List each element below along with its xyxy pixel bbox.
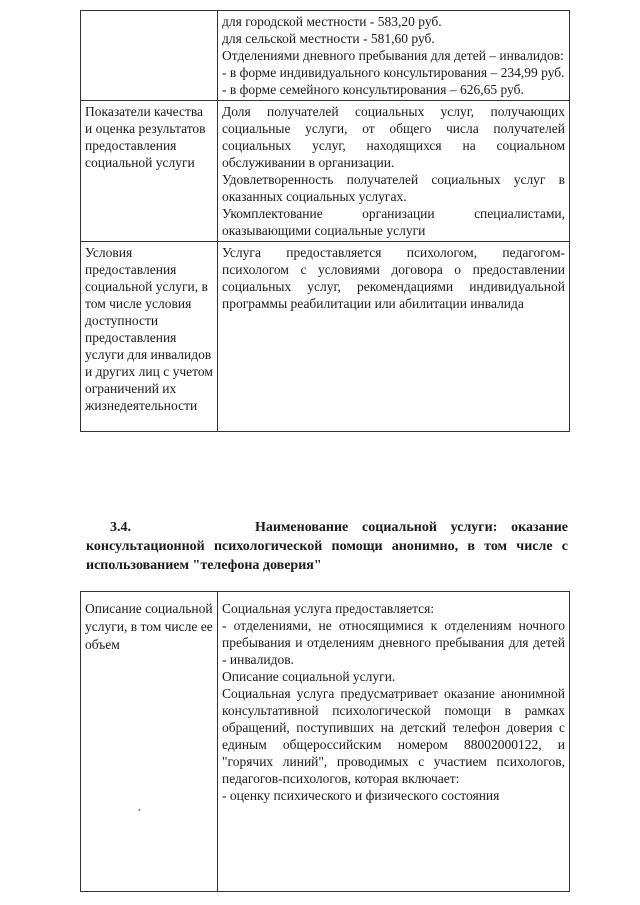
conditions-label: Условия предоставления социальной услуги, в том числе условия доступности предоставления услуги для инвалидов и других лиц с учетом ограничений их жизнедеятельности bbox=[81, 242, 218, 432]
service-description-table bbox=[80, 591, 570, 892]
description-heading: Описание социальной услуги. bbox=[222, 669, 396, 684]
table-row bbox=[81, 592, 570, 892]
indicator-staffing: Укомплектование организации специалистами, оказывающими социальные услуги bbox=[222, 206, 565, 238]
tariff-family: - в форме семейного консультирования – 626,65 руб. bbox=[222, 82, 524, 97]
indicator-share: Доля получателей социальных услуг, получающих социальные услуги, от общего числа получателей социальных услуг, находящихся на социальном обслуживании в организации. bbox=[222, 104, 565, 170]
description-cell bbox=[218, 592, 570, 892]
section-number: 3.4. bbox=[110, 520, 131, 535]
indicator-satisfaction: Удовлетворенность получателей социальных услуг в оказанных социальных услугах. bbox=[222, 172, 565, 204]
service-details-table bbox=[80, 10, 570, 432]
tariff-urban: для городской местности - 583,20 руб. bbox=[222, 14, 442, 29]
description-body: Социальная услуга предусматривает оказание анонимной консультативной психологической помощи в рамках обращений, поступивших на детский телефон доверия с единым общероссийским номером 88002000122, и "горячих линий", проводимых с участием психологов, педагогов-психологов, которая включает: bbox=[222, 686, 565, 786]
tariff-cell bbox=[218, 11, 570, 101]
table-row bbox=[81, 101, 570, 242]
description-label: Описание социальной услуги, в том числе ее объем bbox=[81, 592, 218, 892]
quality-indicators-label: Показатели качества и оценка результатов предоставления социальной услуги bbox=[81, 101, 218, 242]
section-title-rest: консультационной психологической помощи анонимно, в том числе с использованием "телефона доверия" bbox=[86, 539, 568, 573]
section-heading bbox=[86, 518, 568, 575]
section-title-line1: Наименование социальной услуги: оказание bbox=[254, 520, 568, 535]
conditions-cell: Услуга предоставляется психологом, педагогом-психологом с условиями договора о предоставлении социальных услуг, рекомендациями индивидуальной программы реабилитации или абилитации инвалида bbox=[218, 242, 570, 432]
tariff-rural: для сельской местности - 581,60 руб. bbox=[222, 31, 435, 46]
description-assessment: - оценку психического и физического состояния bbox=[222, 788, 500, 803]
table-cell-empty bbox=[81, 11, 218, 101]
table-row bbox=[81, 11, 570, 101]
tariff-day-care-intro: Отделениями дневного пребывания для детей – инвалидов: bbox=[222, 48, 564, 63]
quality-indicators-cell bbox=[218, 101, 570, 242]
table-row bbox=[81, 242, 570, 432]
tariff-individual: - в форме индивидуального консультирования – 234,99 руб. bbox=[222, 65, 565, 80]
description-provided: Социальная услуга предоставляется: bbox=[222, 601, 435, 616]
scan-speck: • bbox=[138, 806, 141, 815]
description-departments: - отделениями, не относящимися к отделениям ночного пребывания и отделениям дневного пребывания для детей - инвалидов. bbox=[222, 618, 565, 667]
